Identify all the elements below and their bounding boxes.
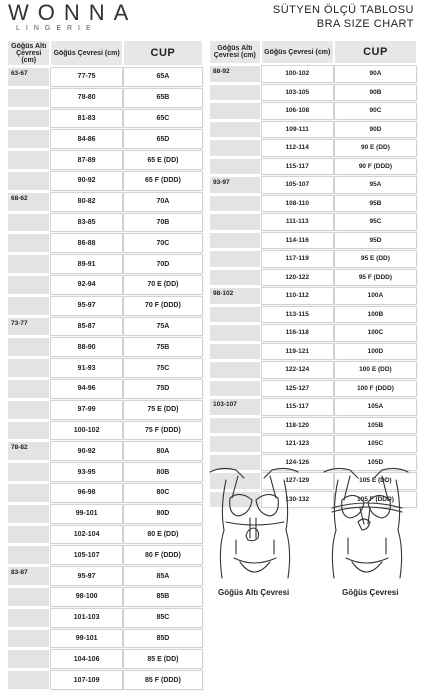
cup-cell: 100C — [335, 325, 416, 341]
band-cell — [210, 140, 260, 156]
cup-cell: 100A — [335, 288, 416, 304]
table-row — [210, 66, 416, 82]
cup-cell: 85D — [124, 630, 202, 648]
table-row — [8, 546, 202, 564]
bust-cell: 115-117 — [262, 399, 333, 415]
cup-cell: 95 E (DD) — [335, 251, 416, 267]
bust-cell: 83-85 — [51, 214, 121, 232]
bust-cell: 90-92 — [51, 442, 121, 460]
bust-cell: 116-118 — [262, 325, 333, 341]
bust-cell: 101-103 — [51, 609, 121, 627]
cup-cell: 70D — [124, 255, 202, 273]
bust-cell: 81-83 — [51, 110, 121, 128]
bust-cell: 105-107 — [262, 177, 333, 193]
table-row — [8, 567, 202, 585]
bust-cell: 88-90 — [51, 338, 121, 356]
bust-cell: 99-101 — [51, 630, 121, 648]
bust-cell: 95-97 — [51, 297, 121, 315]
cup-cell: 100D — [335, 344, 416, 360]
table-row — [8, 68, 202, 86]
bust-cell: 91-93 — [51, 359, 121, 377]
table-row — [210, 233, 416, 249]
bust-cell: 120-122 — [262, 270, 333, 286]
header-bust: Göğüs Çevresi (cm) — [262, 41, 333, 63]
band-cell — [210, 307, 260, 323]
band-cell — [8, 89, 49, 107]
bust-cell: 117-119 — [262, 251, 333, 267]
band-cell — [8, 214, 49, 232]
band-cell — [210, 159, 260, 175]
bust-cell: 109-111 — [262, 122, 333, 138]
cup-cell: 75B — [124, 338, 202, 356]
measurement-illustrations — [200, 458, 422, 600]
band-cell — [210, 196, 260, 212]
band-cell — [210, 103, 260, 119]
bust-cell: 124-126 — [262, 455, 333, 471]
band-cell — [8, 338, 49, 356]
table-row — [210, 381, 416, 397]
band-cell — [210, 233, 260, 249]
bust-cell: 99-101 — [51, 505, 121, 523]
cup-cell: 65D — [124, 130, 202, 148]
table-row — [210, 159, 416, 175]
caption-underbust: Göğüs Altı Çevresi — [218, 588, 290, 597]
table-row — [210, 307, 416, 323]
bust-cell: 87-89 — [51, 151, 121, 169]
band-cell: 73-77 — [8, 318, 49, 336]
table-row — [8, 505, 202, 523]
band-cell — [8, 650, 49, 668]
table-row — [8, 359, 202, 377]
cup-cell: 75 F (DDD) — [124, 422, 202, 440]
band-cell — [8, 276, 49, 294]
cup-cell: 105A — [335, 399, 416, 415]
cup-cell: 70B — [124, 214, 202, 232]
table-row — [210, 270, 416, 286]
cup-cell: 95A — [335, 177, 416, 193]
cup-cell: 80 E (DD) — [124, 526, 202, 544]
table-row — [8, 130, 202, 148]
band-cell — [8, 588, 49, 606]
cup-cell: 95C — [335, 214, 416, 230]
cup-cell: 105 F (DDD) — [335, 492, 416, 508]
band-cell — [210, 436, 260, 452]
table-row — [8, 588, 202, 606]
table-row — [8, 484, 202, 502]
bust-cell: 93-95 — [51, 463, 121, 481]
band-cell — [8, 422, 49, 440]
cup-cell: 95D — [335, 233, 416, 249]
table-row — [210, 196, 416, 212]
header-band: Göğüs Altı Çevresi (cm) — [8, 41, 49, 65]
bust-cell: 115-117 — [262, 159, 333, 175]
table-row — [8, 318, 202, 336]
cup-cell: 100B — [335, 307, 416, 323]
table-row — [8, 255, 202, 273]
table-row — [210, 399, 416, 415]
bust-cell: 86-88 — [51, 234, 121, 252]
band-cell — [210, 418, 260, 434]
table-row — [8, 110, 202, 128]
bust-cell: 77-75 — [51, 68, 121, 86]
cup-cell: 80D — [124, 505, 202, 523]
table-row — [210, 214, 416, 230]
brand-name: WONNA — [8, 0, 138, 25]
cup-cell: 75 E (DD) — [124, 401, 202, 419]
table-row — [210, 344, 416, 360]
table-row — [8, 401, 202, 419]
bust-cell: 103-105 — [262, 85, 333, 101]
cup-cell: 90B — [335, 85, 416, 101]
cup-cell: 65B — [124, 89, 202, 107]
cup-cell: 65A — [124, 68, 202, 86]
header-band: Göğüs Altı Çevresi (cm) — [210, 41, 260, 63]
band-cell — [8, 110, 49, 128]
table-row — [210, 103, 416, 119]
page-title — [273, 3, 414, 31]
cup-cell: 95B — [335, 196, 416, 212]
band-cell — [8, 255, 49, 273]
cup-cell: 75D — [124, 380, 202, 398]
bust-cell: 104-106 — [51, 650, 121, 668]
table-row — [8, 609, 202, 627]
size-table-left — [6, 38, 204, 692]
title-turkish: SÜTYEN ÖLÇÜ TABLOSU — [272, 4, 414, 16]
table-row — [210, 177, 416, 193]
band-cell: 63-67 — [8, 68, 49, 86]
band-cell — [8, 505, 49, 523]
size-table-right — [208, 38, 418, 510]
cup-cell: 70C — [124, 234, 202, 252]
bust-cell: 114-116 — [262, 233, 333, 249]
cup-cell: 70 F (DDD) — [124, 297, 202, 315]
table-row — [8, 650, 202, 668]
band-cell — [8, 526, 49, 544]
table-row — [210, 418, 416, 434]
band-cell — [8, 463, 49, 481]
band-cell — [8, 401, 49, 419]
title-english: BRA SIZE CHART — [316, 18, 414, 30]
band-cell — [8, 172, 49, 190]
table-row — [8, 276, 202, 294]
cup-cell: 80B — [124, 463, 202, 481]
bust-cell: 118-120 — [262, 418, 333, 434]
bust-cell: 85-87 — [51, 318, 121, 336]
band-cell: 93-97 — [210, 177, 260, 193]
cup-cell: 90D — [335, 122, 416, 138]
bust-cell: 130-132 — [262, 492, 333, 508]
cup-cell: 80C — [124, 484, 202, 502]
band-cell — [8, 671, 49, 689]
bust-cell: 97-99 — [51, 401, 121, 419]
band-cell: 68-62 — [8, 193, 49, 211]
cup-cell: 85B — [124, 588, 202, 606]
cup-cell: 105B — [335, 418, 416, 434]
cup-cell: 75A — [124, 318, 202, 336]
band-cell — [210, 251, 260, 267]
cup-cell: 100 F (DDD) — [335, 381, 416, 397]
band-cell — [8, 359, 49, 377]
band-cell — [8, 609, 49, 627]
bust-cell: 94-96 — [51, 380, 121, 398]
bust-cell: 98-100 — [51, 588, 121, 606]
cup-cell: 105 E (DD) — [335, 473, 416, 489]
table-row — [8, 214, 202, 232]
band-cell: 103-107 — [210, 399, 260, 415]
cup-cell: 95 F (DDD) — [335, 270, 416, 286]
cup-cell: 90 E (DD) — [335, 140, 416, 156]
brand-subtitle: LINGERIE — [16, 25, 97, 32]
band-cell: 88-92 — [210, 66, 260, 82]
table-row — [8, 193, 202, 211]
underbust-measure-figure-icon — [200, 458, 308, 588]
brand-logo — [8, 2, 148, 32]
band-cell — [210, 214, 260, 230]
table-row — [8, 671, 202, 689]
table-row — [8, 380, 202, 398]
band-cell: 78-82 — [8, 442, 49, 460]
bust-cell: 112-114 — [262, 140, 333, 156]
cup-cell: 70 E (DD) — [124, 276, 202, 294]
bust-cell: 125-127 — [262, 381, 333, 397]
cup-cell: 80 F (DDD) — [124, 546, 202, 564]
cup-cell: 65 E (DD) — [124, 151, 202, 169]
cup-cell: 90C — [335, 103, 416, 119]
caption-bust: Göğüs Çevresi — [342, 588, 399, 597]
band-cell — [210, 344, 260, 360]
table-row — [210, 140, 416, 156]
bust-cell: 90-92 — [51, 172, 121, 190]
table-row — [8, 151, 202, 169]
table-row — [8, 89, 202, 107]
bust-cell: 102-104 — [51, 526, 121, 544]
band-cell — [8, 234, 49, 252]
table-row — [210, 436, 416, 452]
bust-cell: 127-129 — [262, 473, 333, 489]
band-cell: 83-87 — [8, 567, 49, 585]
table-row — [8, 422, 202, 440]
band-cell — [8, 546, 49, 564]
bust-cell: 119-121 — [262, 344, 333, 360]
table-row — [210, 85, 416, 101]
table-row — [8, 338, 202, 356]
bust-cell: 89-91 — [51, 255, 121, 273]
cup-cell: 90 F (DDD) — [335, 159, 416, 175]
cup-cell: 65 F (DDD) — [124, 172, 202, 190]
band-cell — [210, 270, 260, 286]
cup-cell: 70A — [124, 193, 202, 211]
cup-cell: 105D — [335, 455, 416, 471]
cup-cell: 100 E (DD) — [335, 362, 416, 378]
band-cell — [8, 380, 49, 398]
band-cell — [8, 630, 49, 648]
band-cell: 98-102 — [210, 288, 260, 304]
band-cell — [8, 151, 49, 169]
header-cup: CUP — [124, 41, 202, 65]
table-row — [8, 463, 202, 481]
band-cell — [210, 85, 260, 101]
table-row — [210, 122, 416, 138]
bust-cell: 80-82 — [51, 193, 121, 211]
band-cell — [8, 297, 49, 315]
bust-cell: 105-107 — [51, 546, 121, 564]
cup-cell: 105C — [335, 436, 416, 452]
bust-cell: 122-124 — [262, 362, 333, 378]
table-row — [210, 288, 416, 304]
bust-cell: 84-86 — [51, 130, 121, 148]
table-row — [8, 442, 202, 460]
bust-cell: 100-102 — [262, 66, 333, 82]
cup-cell: 80A — [124, 442, 202, 460]
cup-cell: 85 F (DDD) — [124, 671, 202, 689]
table-row — [210, 251, 416, 267]
header-bust: Göğüs Çevresi (cm) — [51, 41, 121, 65]
bust-cell: 107-109 — [51, 671, 121, 689]
table-row — [8, 172, 202, 190]
table-row — [210, 325, 416, 341]
table-row — [8, 630, 202, 648]
header-cup: CUP — [335, 41, 416, 63]
cup-cell: 85C — [124, 609, 202, 627]
bust-cell: 121-123 — [262, 436, 333, 452]
bust-measure-figure-icon — [312, 458, 420, 588]
bust-cell: 108-110 — [262, 196, 333, 212]
cup-cell: 90A — [335, 66, 416, 82]
table-row — [8, 526, 202, 544]
bust-cell: 78-80 — [51, 89, 121, 107]
bust-cell: 110-112 — [262, 288, 333, 304]
table-row — [210, 362, 416, 378]
bust-cell: 92-94 — [51, 276, 121, 294]
bust-cell: 96-98 — [51, 484, 121, 502]
bust-cell: 113-115 — [262, 307, 333, 323]
bust-cell: 111-113 — [262, 214, 333, 230]
band-cell — [210, 381, 260, 397]
bust-cell: 95-97 — [51, 567, 121, 585]
bust-cell: 100-102 — [51, 422, 121, 440]
band-cell — [210, 362, 260, 378]
cup-cell: 65C — [124, 110, 202, 128]
table-row — [8, 234, 202, 252]
band-cell — [210, 325, 260, 341]
bust-cell: 106-108 — [262, 103, 333, 119]
cup-cell: 75C — [124, 359, 202, 377]
band-cell — [8, 484, 49, 502]
cup-cell: 85A — [124, 567, 202, 585]
band-cell — [8, 130, 49, 148]
band-cell — [210, 122, 260, 138]
table-row — [8, 297, 202, 315]
cup-cell: 85 E (DD) — [124, 650, 202, 668]
